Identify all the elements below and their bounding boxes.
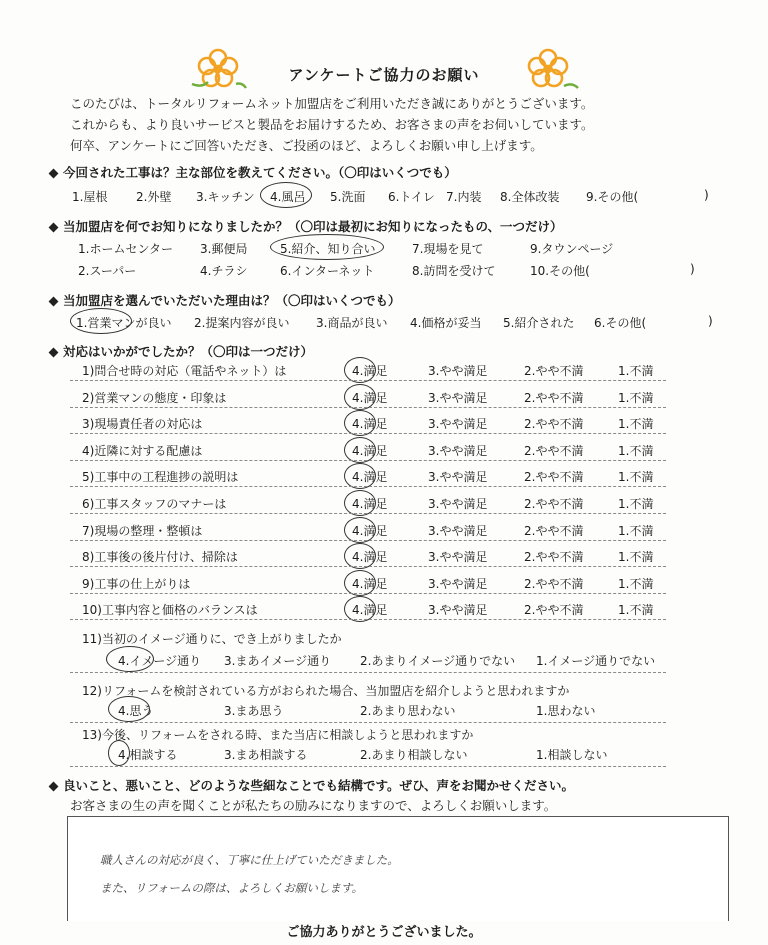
comment-box[interactable] [67, 816, 729, 936]
rating-option[interactable]: 1.不満 [618, 470, 654, 484]
handwritten-comment-line-2: また、リフォームの際は、よろしくお願いします。 [100, 881, 364, 895]
rating-option-selected[interactable]: 4.満足 [352, 524, 388, 538]
q13-question: 13)今後、リフォームをされる時、また当店に相談しようと思われますか [82, 728, 474, 742]
rating-row-label: 10)工事内容と価格のバランスは [82, 603, 258, 617]
rating-option[interactable]: 1.不満 [618, 444, 654, 458]
handwritten-comment-line-1: 職人さんの対応が良く、丁寧に仕上げていただきました。 [100, 853, 399, 867]
rating-row-label: 2)営業マンの態度・印象は [82, 391, 227, 405]
q3-option[interactable]: 6.その他( [594, 316, 647, 330]
q1-option-close: ) [704, 188, 709, 202]
q1-heading: 今回された工事は？主な部位を教えてください。（〇印はいくつでも） [50, 163, 457, 181]
rating-option[interactable]: 1.不満 [618, 577, 654, 591]
rating-option-selected[interactable]: 4.満足 [352, 577, 388, 591]
rating-option[interactable]: 2.やや不満 [524, 470, 584, 484]
rating-option[interactable]: 2.やや不満 [524, 444, 584, 458]
q1-option[interactable]: 3.キッチン [196, 190, 255, 204]
rating-option[interactable]: 1.不満 [618, 391, 654, 405]
rating-option-selected[interactable]: 4.満足 [352, 417, 388, 431]
rating-option[interactable]: 1.不満 [618, 550, 654, 564]
q11-option[interactable]: 3.まあイメージ通り [224, 654, 332, 668]
rating-row-label: 4)近隣に対する配慮は [82, 444, 203, 458]
q2-option[interactable]: 7.現場を見て [412, 242, 484, 256]
diamond-icon [49, 348, 59, 358]
comments-subheading: お客さまの生の声を聞くことが私たちの励みになりますので、よろしくお願いします。 [70, 798, 557, 813]
rating-option[interactable]: 3.やや満足 [428, 470, 488, 484]
rating-option[interactable]: 3.やや満足 [428, 497, 488, 511]
q1-option-selected[interactable]: 4.風呂 [270, 190, 306, 204]
selection-circle [270, 234, 384, 260]
q2-option[interactable]: 9.タウンページ [530, 242, 614, 256]
q2-option[interactable]: 10.その他( [530, 264, 590, 278]
rating-option[interactable]: 2.やや不満 [524, 603, 584, 617]
q2-option[interactable]: 8.訪問を受けて [412, 264, 496, 278]
rating-option[interactable]: 2.やや不満 [524, 577, 584, 591]
q13-option[interactable]: 2.あまり相談しない [360, 748, 468, 762]
q1-option[interactable]: 1.屋根 [72, 190, 108, 204]
selection-circle [260, 182, 312, 208]
rating-option[interactable]: 3.やや満足 [428, 550, 488, 564]
rating-option[interactable]: 2.やや不満 [524, 550, 584, 564]
q3-option-close: ) [708, 314, 713, 328]
rating-option[interactable]: 3.やや満足 [428, 603, 488, 617]
rating-row-label: 3)現場責任者の対応は [82, 417, 203, 431]
q12-option[interactable]: 2.あまり思わない [360, 704, 456, 718]
intro-line-2: これからも、より良いサービスと製品をお届けするため、お客さまの声をお伺いしています。 [70, 117, 594, 132]
rating-option[interactable]: 1.不満 [618, 364, 654, 378]
diamond-icon [49, 223, 59, 233]
q2-option[interactable]: 2.スーパー [78, 264, 137, 278]
q2-option[interactable]: 1.ホームセンター [78, 242, 173, 256]
diamond-icon [49, 782, 59, 792]
intro-line-1: このたびは、トータルリフォームネット加盟店をご利用いただき誠にありがとうございます。 [70, 96, 594, 111]
rating-row-label: 9)工事の仕上がりは [82, 577, 191, 591]
rating-option[interactable]: 2.やや不満 [524, 417, 584, 431]
rating-option-selected[interactable]: 4.満足 [352, 603, 388, 617]
q11-option[interactable]: 2.あまりイメージ通りでない [360, 654, 516, 668]
q1-option[interactable]: 9.その他( [586, 190, 639, 204]
rating-option[interactable]: 2.やや不満 [524, 391, 584, 405]
rating-row-label: 1)問合せ時の対応（電話やネット）は [82, 364, 287, 378]
page-title: アンケートご協力のお願い [288, 66, 480, 84]
rating-option[interactable]: 1.不満 [618, 417, 654, 431]
q12-question: 12)リフォームを検討されている方がおられた場合、当加盟店を紹介しようと思われますか [82, 684, 570, 698]
rating-option[interactable]: 3.やや満足 [428, 364, 488, 378]
q13-option[interactable]: 1.相談しない [536, 748, 608, 762]
q12-option-selected[interactable]: 4.思う [118, 704, 154, 718]
selection-circle [108, 696, 150, 722]
q3-option[interactable]: 3.商品が良い [316, 316, 388, 330]
q2-option-selected[interactable]: 5.紹介、知り合い [280, 242, 376, 256]
rating-row-label: 7)現場の整理・整頓は [82, 524, 203, 538]
rating-option-selected[interactable]: 4.満足 [352, 470, 388, 484]
comments-heading: 良いこと、悪いこと、どのような些細なことでも結構です。ぜひ、声をお聞かせください。 [50, 776, 574, 794]
rating-option[interactable]: 1.不満 [618, 603, 654, 617]
q11-option[interactable]: 1.イメージ通りでない [536, 654, 656, 668]
q2-option-close: ) [690, 262, 695, 276]
rating-option[interactable]: 3.やや満足 [428, 391, 488, 405]
diamond-icon [49, 169, 59, 179]
q1-option[interactable]: 5.洗面 [330, 190, 366, 204]
q12-option[interactable]: 3.まあ思う [224, 704, 284, 718]
selection-circle [108, 740, 130, 766]
q3-heading: 当加盟店を選んでいただいた理由は？（〇印はいくつでも） [50, 291, 401, 309]
q2-option[interactable]: 4.チラシ [200, 264, 248, 278]
selection-circle [70, 308, 132, 334]
q1-option[interactable]: 2.外壁 [136, 190, 172, 204]
q13-option-selected[interactable]: 4.相談する [118, 748, 178, 762]
q13-option[interactable]: 3.まあ相談する [224, 748, 308, 762]
q2-heading: 当加盟店を何でお知りになりましたか？（〇印は最初にお知りになったもの、一つだけ） [50, 217, 563, 235]
q3-option-selected[interactable]: 1.営業マンが良い [76, 316, 172, 330]
q12-option[interactable]: 1.思わない [536, 704, 596, 718]
q11-option-selected[interactable]: 4.イメージ通り [118, 654, 202, 668]
rating-option[interactable]: 2.やや不満 [524, 524, 584, 538]
rating-row-label: 5)工事中の工程進捗の説明は [82, 470, 239, 484]
rating-option[interactable]: 2.やや不満 [524, 364, 584, 378]
rating-option[interactable]: 1.不満 [618, 524, 654, 538]
rating-option-selected[interactable]: 4.満足 [352, 364, 388, 378]
q2-option[interactable]: 3.郵便局 [200, 242, 248, 256]
rating-option-selected[interactable]: 4.満足 [352, 444, 388, 458]
q11-question: 11)当初のイメージ通りに、でき上がりましたか [82, 632, 342, 646]
q3-option[interactable]: 4.価格が妥当 [410, 316, 482, 330]
rating-option-selected[interactable]: 4.満足 [352, 550, 388, 564]
diamond-icon [49, 297, 59, 307]
selection-circle [106, 646, 154, 672]
rating-option[interactable]: 3.やや満足 [428, 577, 488, 591]
q2-option[interactable]: 6.インターネット [280, 264, 375, 278]
intro-line-3: 何卒、アンケートにご回答いただき、ご投函のほど、よろしくお願い申し上げます。 [70, 138, 543, 153]
rating-row-label: 8)工事後の後片付け、掃除は [82, 550, 238, 564]
rating-row-label: 6)工事スタッフのマナーは [82, 497, 227, 511]
q1-option[interactable]: 8.全体改装 [500, 190, 560, 204]
q1-option[interactable]: 7.内装 [446, 190, 482, 204]
rating-option-selected[interactable]: 4.満足 [352, 391, 388, 405]
q1-option[interactable]: 6.トイレ [388, 190, 435, 204]
rating-option[interactable]: 1.不満 [618, 497, 654, 511]
q3-option[interactable]: 5.紹介された [503, 316, 575, 330]
q3-option[interactable]: 2.提案内容が良い [194, 316, 290, 330]
q4-heading: 対応はいかがでしたか？（〇印は一つだけ） [50, 342, 313, 360]
footer-thanks: ご協力ありがとうございました。 [0, 921, 768, 940]
rating-option[interactable]: 2.やや不満 [524, 497, 584, 511]
rating-option[interactable]: 3.やや満足 [428, 444, 488, 458]
rating-option[interactable]: 3.やや満足 [428, 524, 488, 538]
rating-option-selected[interactable]: 4.満足 [352, 497, 388, 511]
rating-option[interactable]: 3.やや満足 [428, 417, 488, 431]
